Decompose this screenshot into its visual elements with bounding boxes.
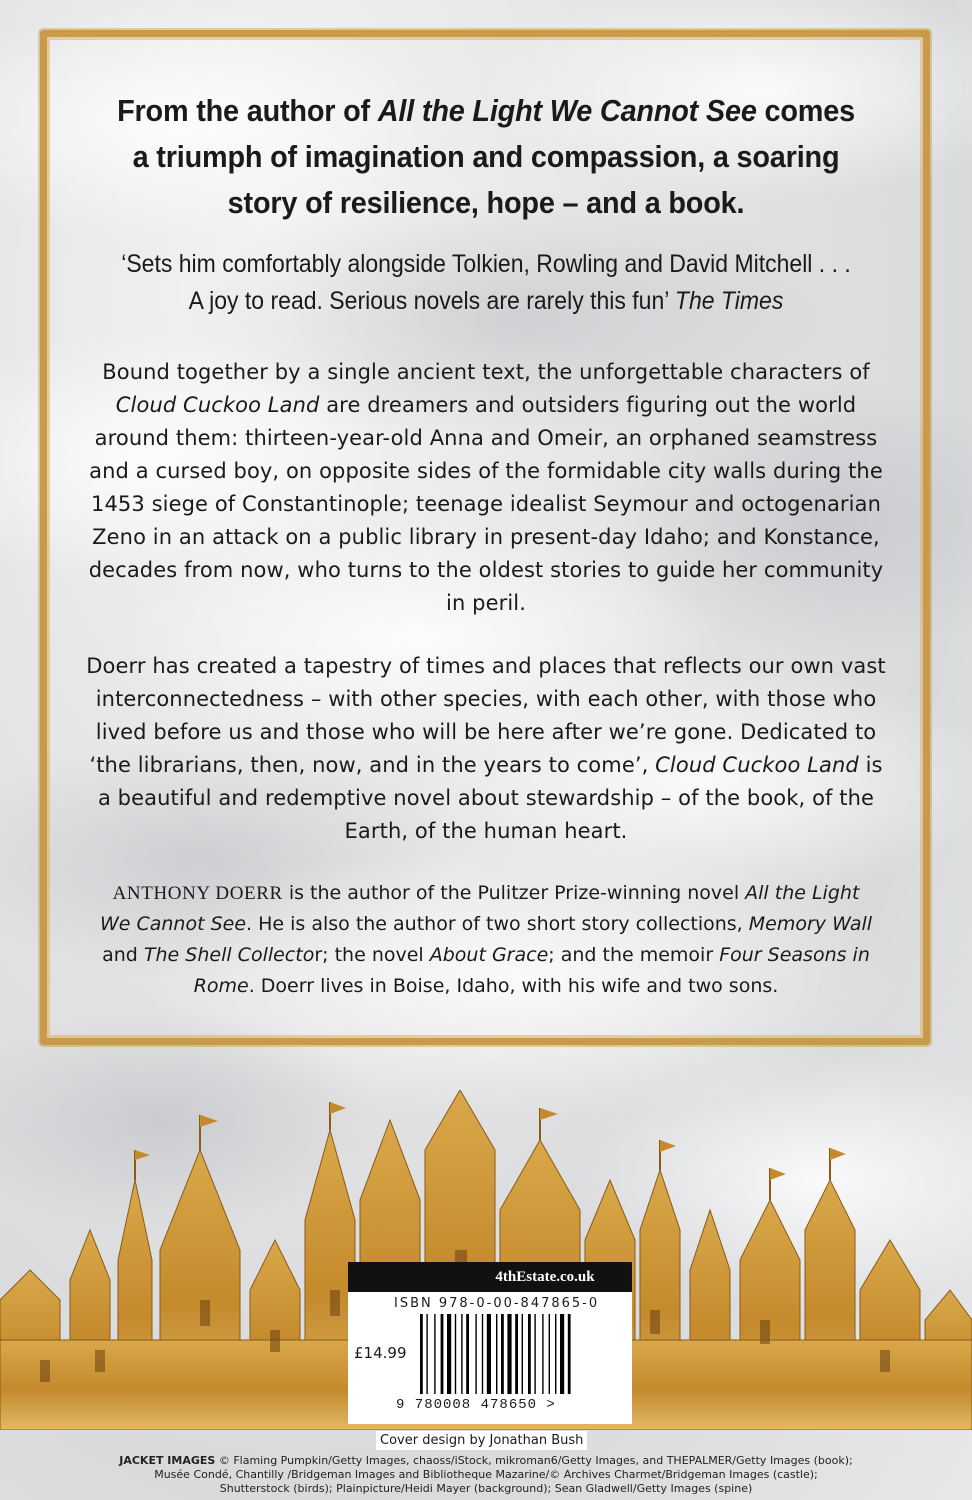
bio-book-title: The Shell Collecto	[143, 944, 315, 966]
bio-book-title: Four Seasons in Rome	[193, 944, 870, 997]
isbn-number: ISBN 978-0-00-847865-0	[394, 1296, 600, 1311]
description-paragraph-2	[80, 650, 892, 848]
tagline-book-title: All the Light We Cannot See	[377, 93, 757, 128]
tagline-text: comes a triumph of imagination and compassion, a soaring story of resilience, hope – and a book.	[132, 93, 855, 220]
bio-text: . He is also the author of two short story collections,	[246, 913, 749, 935]
jacket-credits-line-2: Musée Condé, Chantilly /Bridgeman Images and Bibliotheque Mazarine/© Archives Charmet/Bridgeman Images (castle);	[154, 1468, 818, 1481]
review-quote	[112, 246, 859, 320]
description-text: are dreamers and outsiders figuring out the world around them: thirteen-year-old Anna and Omeir, an orphaned seamstress and a cursed boy, on opposite sides of the formidable city walls during the 1453 siege of Constantinople; teenage idealist Seymour and octogenarian Zeno in an attack on a public library in present-day Idaho; and Konstance, decades from now, who turns to the oldest stories to guide her community in peril.	[88, 393, 884, 615]
bio-book-title: Memory Wall	[748, 913, 873, 935]
barcode-bar	[534, 1314, 535, 1394]
barcode-bar	[434, 1314, 435, 1394]
back-cover-text	[80, 88, 892, 1002]
barcode-bar	[455, 1314, 456, 1394]
jacket-images-credits	[0, 1454, 972, 1496]
price-label: £14.99	[354, 1344, 407, 1362]
cover-design-credit: Cover design by Jonathan Bush	[376, 1431, 587, 1450]
description-book-title: Cloud Cuckoo Land	[115, 393, 320, 417]
barcode-bar	[507, 1314, 511, 1394]
tagline-text: From the author of	[117, 93, 378, 128]
barcode-bar	[549, 1314, 550, 1394]
barcode-bar	[568, 1314, 571, 1394]
description-text: Doerr has created a tapestry of times and places that reflects our own vast interconnectedness – with other species, with each other, with those who lived before us and those who will be here after we’re gone. Dedicated to ‘the librarians, then, now, and in the years to come’,	[86, 654, 886, 777]
barcode-bar	[515, 1314, 518, 1394]
bio-text: r; the novel	[314, 944, 430, 966]
barcode-digits: 9 780008 478650 >	[396, 1397, 556, 1413]
author-bio	[96, 878, 876, 1002]
barcode-bar	[420, 1314, 423, 1394]
description-paragraph-1	[80, 356, 892, 620]
bio-book-title: All the Light We Cannot See	[99, 882, 860, 935]
bio-text: ; and the memoir	[548, 944, 720, 966]
barcode-bar	[560, 1314, 564, 1394]
jacket-credits-line-1	[0, 1454, 972, 1468]
barcode-bar	[542, 1314, 543, 1394]
barcode-bar	[441, 1314, 444, 1394]
barcode-bar	[555, 1314, 556, 1394]
jacket-credits-heading: JACKET IMAGES	[119, 1454, 216, 1467]
barcode-bar	[482, 1314, 483, 1394]
jacket-credits-line-3: Shutterstock (birds); Plainpicture/Heidi Mayer (background); Sean Gladwell/Getty Images (spine)	[219, 1482, 753, 1495]
barcode-bar	[487, 1314, 491, 1394]
barcode-bar	[528, 1314, 531, 1394]
barcode-panel	[348, 1262, 632, 1424]
barcode-bar	[522, 1314, 523, 1394]
review-quote-text: ‘Sets him comfortably alongside Tolkien, Rowling and David Mitchell . . . A joy to read. Serious novels are rarely this fun’	[121, 250, 851, 315]
review-source: The Times	[674, 287, 784, 315]
author-name: ANTHONY DOERR	[112, 883, 283, 904]
barcode-bar	[501, 1314, 504, 1394]
barcode-bar	[496, 1314, 497, 1394]
barcode-bar	[447, 1314, 451, 1394]
barcode-bar	[466, 1314, 469, 1394]
bio-text: . Doerr lives in Boise, Idaho, with his wife and two sons.	[248, 975, 779, 997]
description-text: Bound together by a single ancient text, the unforgettable characters of	[102, 360, 870, 384]
bio-text: and	[102, 944, 144, 966]
bio-book-title: About Grace	[429, 944, 549, 966]
bio-text: is the author of the Pulitzer Prize-winning novel	[282, 882, 746, 904]
barcode-bars	[420, 1314, 620, 1394]
publisher-website: 4thEstate.co.uk	[348, 1262, 632, 1292]
barcode-bar	[475, 1314, 476, 1394]
description-book-title: Cloud Cuckoo Land	[655, 753, 859, 777]
barcode-bar	[461, 1314, 462, 1394]
barcode-bar	[426, 1314, 427, 1394]
jacket-credits-text: © Flaming Pumpkin/Getty Images, chaoss/iStock, mikroman6/Getty Images, and THEPALMER/Getty Images (book);	[215, 1454, 853, 1467]
description-text: is a beautiful and redemptive novel about stewardship – of the book, of the Earth, of the human heart.	[97, 753, 883, 843]
tagline	[108, 88, 863, 226]
